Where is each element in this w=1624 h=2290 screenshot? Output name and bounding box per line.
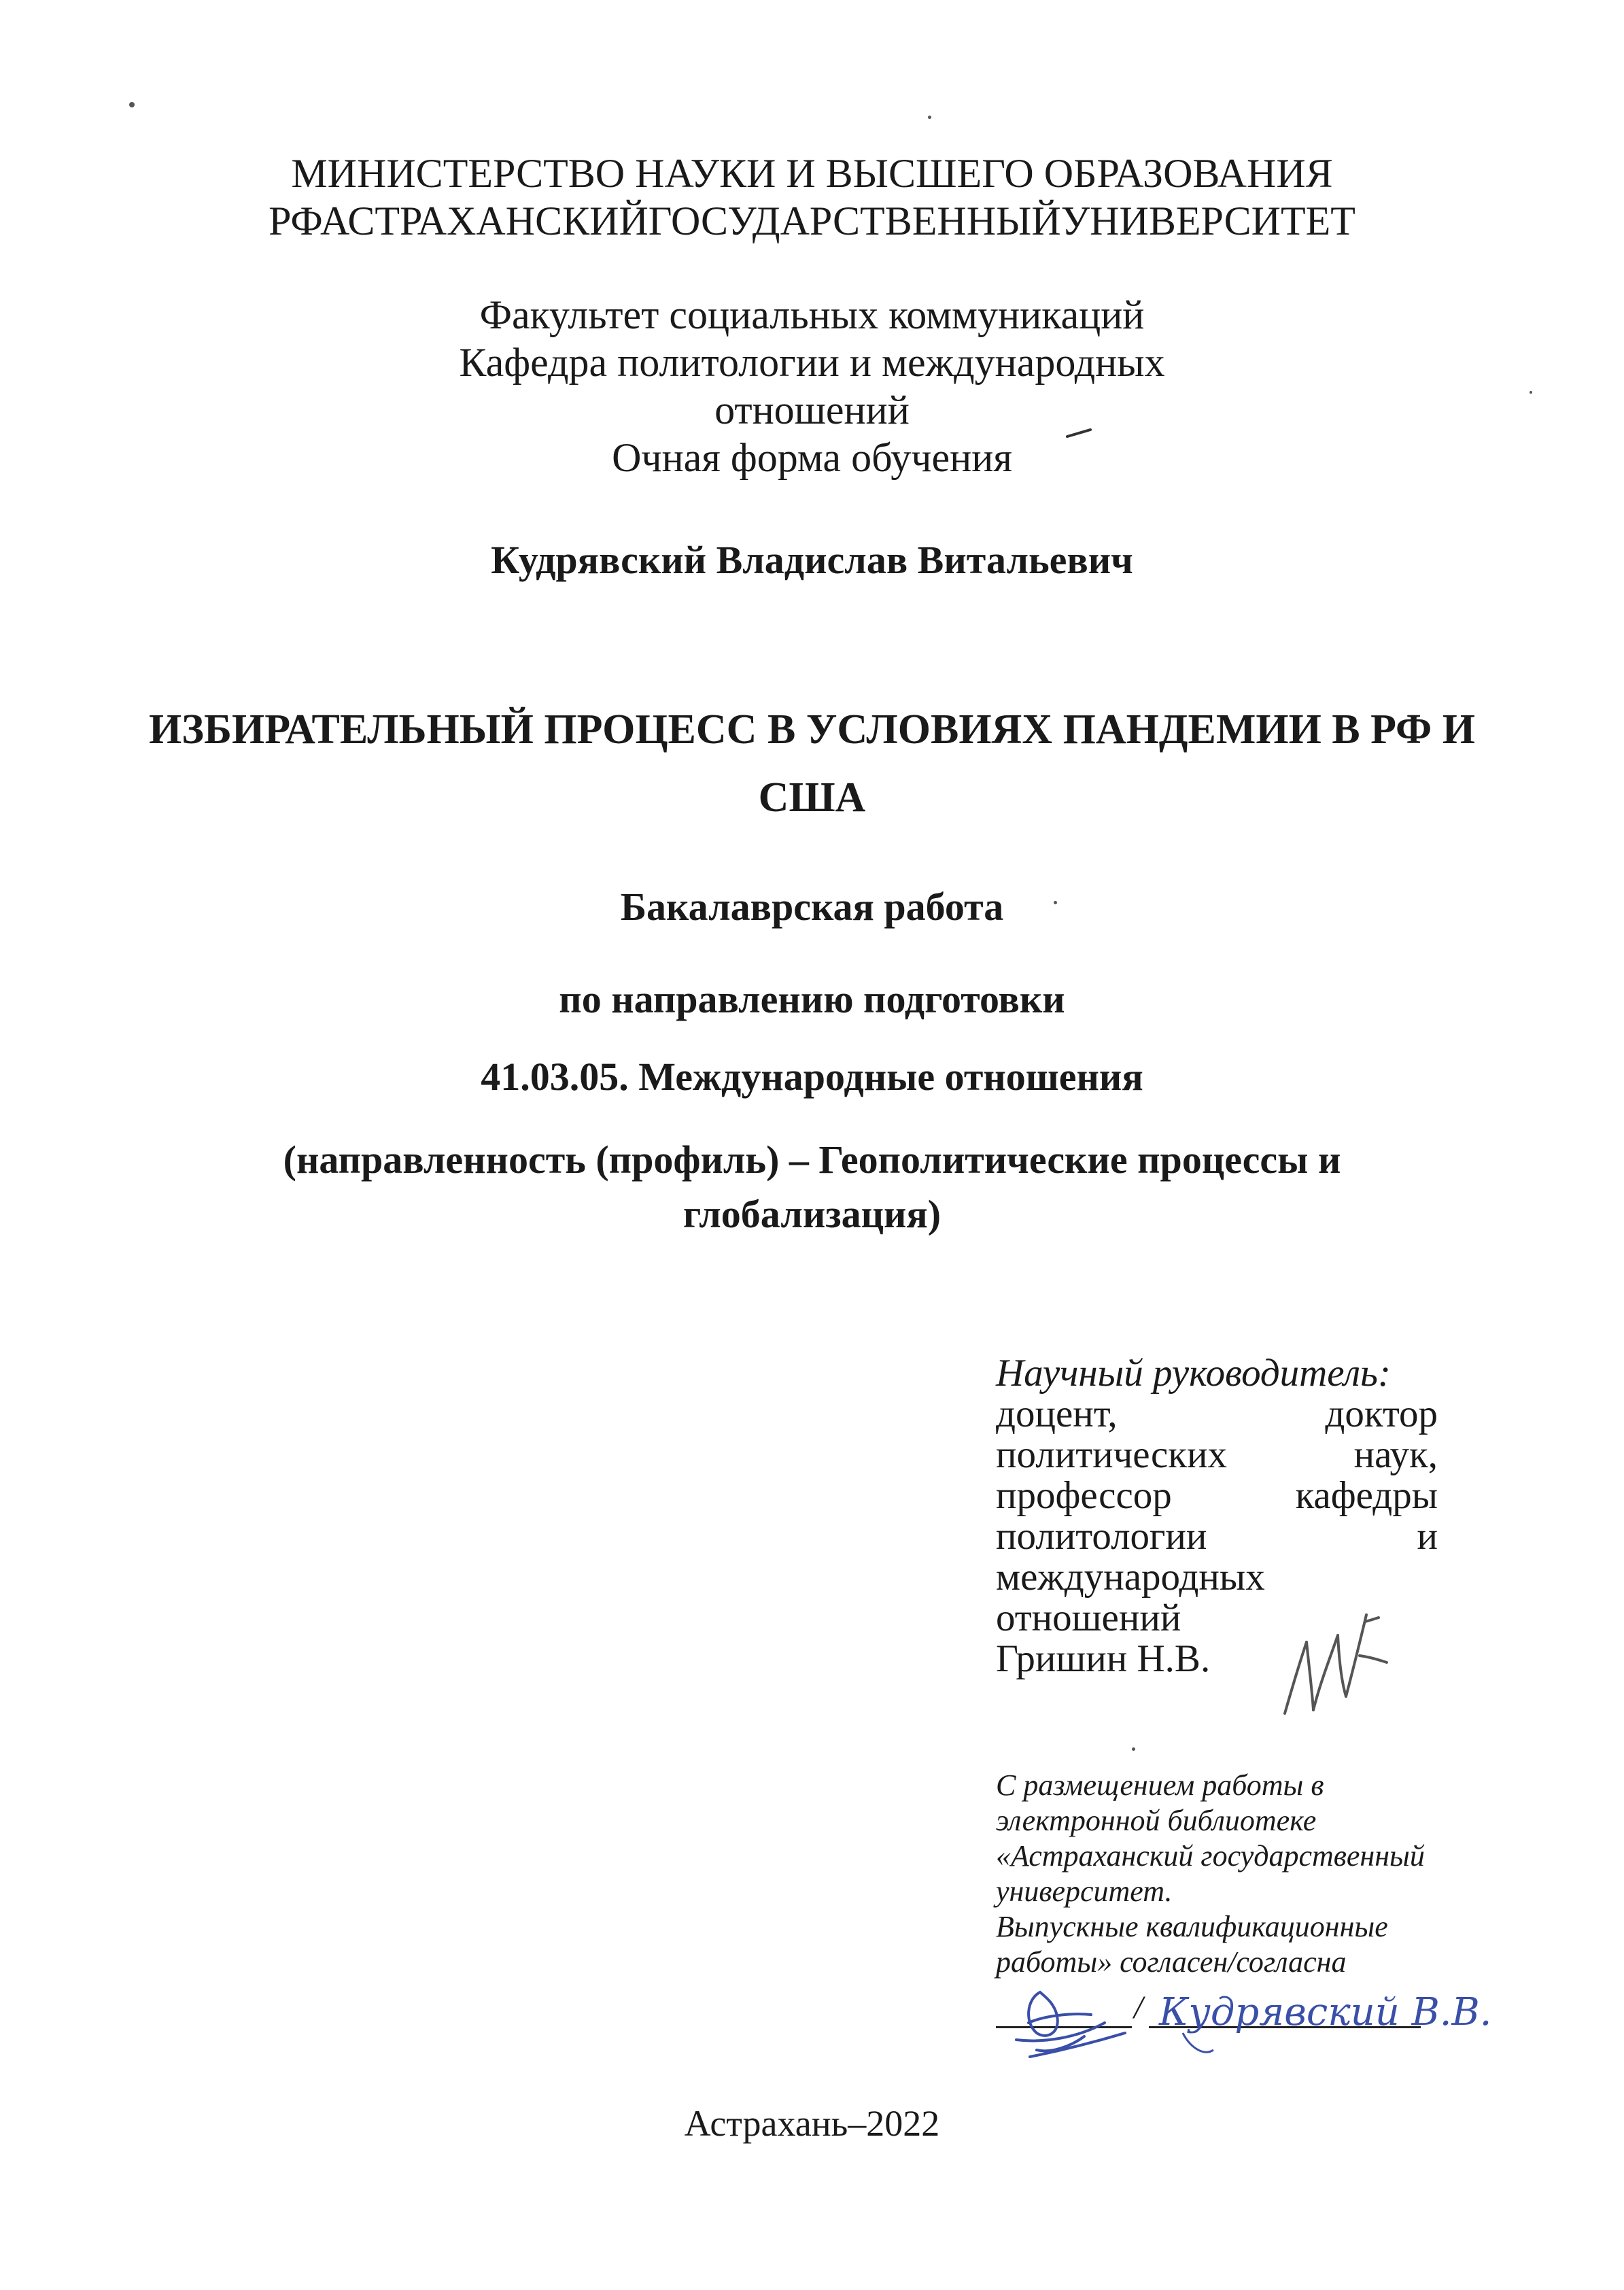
consent-line-5: Выпускные квалификационные — [996, 1910, 1388, 1943]
supervisor-row-5: международных — [996, 1556, 1265, 1599]
direction-label: по направлению подготовки — [559, 977, 1065, 1021]
profile-line-2: глобализация) — [683, 1192, 941, 1236]
profile-line-1: (направленность (профиль) – Геополитические процессы и — [283, 1138, 1341, 1182]
handwritten-name-text: Кудрявский В.В. — [1159, 1990, 1492, 2034]
consent-line-4: университет. — [996, 1875, 1173, 1908]
author-name: Кудрявский Владислав Витальевич — [491, 538, 1133, 582]
thesis-title-line-2: США — [758, 774, 866, 821]
supervisor-word: кафедры — [1295, 1474, 1438, 1517]
scan-speck — [1530, 391, 1532, 394]
supervisor-word: и — [1417, 1515, 1438, 1558]
supervisor-word: политических — [996, 1433, 1227, 1476]
signature-separator: / — [1134, 1989, 1143, 2026]
supervisor-word: доцент, — [996, 1392, 1118, 1435]
ministry-header — [0, 150, 1624, 245]
handwritten-name — [1156, 1972, 1492, 2067]
department-line-2: отношений — [714, 388, 910, 432]
ministry-line-1: МИНИСТЕРСТВО НАУКИ И ВЫСШЕГО ОБРАЗОВАНИЯ — [291, 151, 1333, 196]
supervisor-word: профессор — [996, 1474, 1172, 1517]
scan-speck — [1054, 901, 1057, 904]
supervisor-row-4 — [996, 1516, 1438, 1557]
ministry-line-2: РФАСТРАХАНСКИЙГОСУДАРСТВЕННЫЙУНИВЕРСИТЕТ — [269, 199, 1355, 243]
work-type: Бакалаврская работа — [620, 885, 1004, 929]
supervisor-row-6: отношений — [996, 1596, 1181, 1639]
scan-speck — [129, 102, 135, 107]
supervisor-row-3 — [996, 1475, 1438, 1516]
faculty-block — [0, 291, 1624, 481]
supervisor-word: доктор — [1325, 1392, 1438, 1435]
consent-line-6: работы» согласен/согласна — [996, 1945, 1347, 1979]
faculty-name: Факультет социальных коммуникаций — [479, 292, 1145, 337]
consent-block — [996, 1768, 1458, 1980]
profile-block — [0, 1133, 1624, 1242]
consent-line-1: С размещением работы в — [996, 1768, 1324, 1802]
scan-speck — [1132, 1747, 1135, 1751]
supervisor-row-2 — [996, 1435, 1438, 1475]
supervisor-row-1 — [996, 1394, 1438, 1435]
study-form: Очная форма обучения — [612, 435, 1012, 480]
city-year: Астрахань–2022 — [684, 2103, 940, 2144]
supervisor-word: наук, — [1353, 1433, 1438, 1476]
supervisor-name: Гришин Н.В. — [996, 1637, 1211, 1680]
thesis-title — [0, 696, 1624, 832]
supervisor-signature — [1271, 1594, 1394, 1730]
scan-speck — [928, 116, 931, 119]
pencil-mark — [1066, 427, 1093, 441]
supervisor-word: политологии — [996, 1515, 1207, 1558]
supervisor-heading: Научный руководитель: — [996, 1352, 1391, 1395]
consent-line-2: электронной библиотеке — [996, 1804, 1317, 1837]
consent-line-3: «Астраханский государственный — [996, 1839, 1425, 1873]
student-signature — [989, 1975, 1145, 2070]
thesis-title-line-1: ИЗБИРАТЕЛЬНЫЙ ПРОЦЕСС В УСЛОВИЯХ ПАНДЕМИИ В РФ И — [149, 706, 1475, 753]
department-line-1: Кафедра политологии и международных — [459, 340, 1165, 385]
direction-code: 41.03.05. Международные отношения — [481, 1055, 1143, 1099]
